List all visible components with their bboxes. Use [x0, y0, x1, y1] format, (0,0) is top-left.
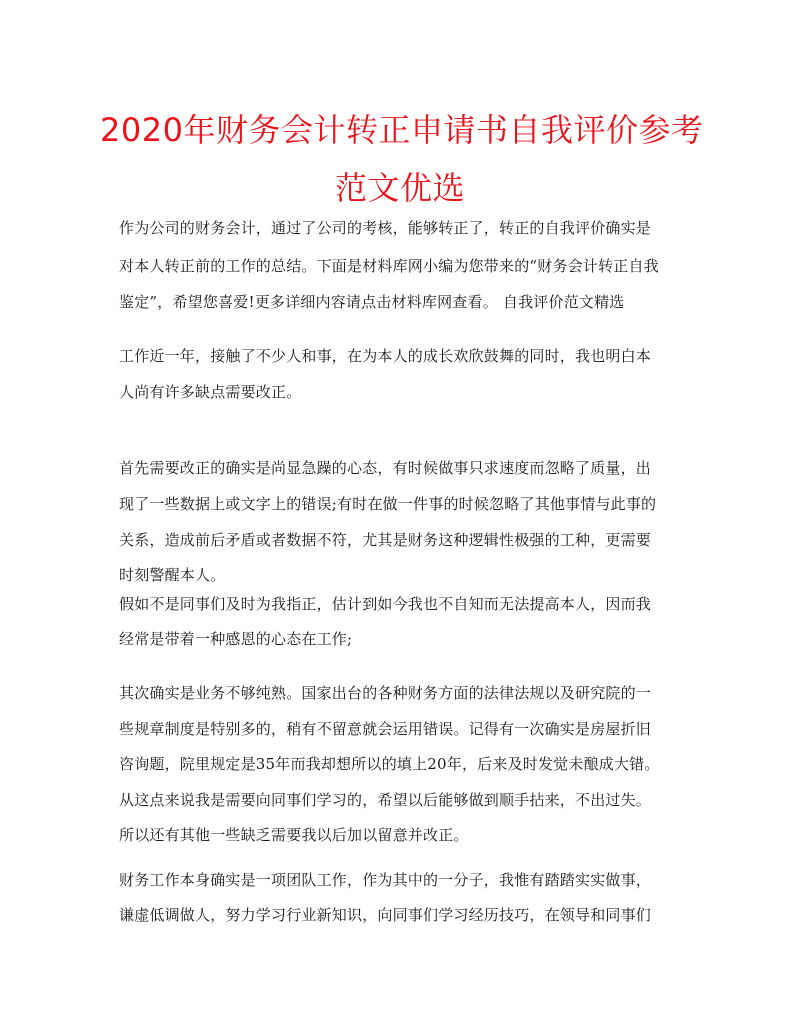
body-text-line: 财务工作本身确实是一项团队工作，作为其中的一分子，我惟有踏踏实实做事， [119, 871, 652, 889]
document-title-line-2: 范文优选 [334, 169, 465, 207]
body-text-line: 首先需要改正的确实是尚显急躁的心态，有时候做事只求速度而忽略了质量，出 [119, 459, 652, 477]
body-text-line: 工作近一年，接触了不少人和事，在为本人的成长欢欣鼓舞的同时，我也明白本 [119, 347, 652, 365]
body-text-line: 时刻警醒本人。 [119, 566, 226, 584]
body-text-line: 经常是带着一种感恩的心态在工作; [119, 630, 353, 648]
body-text-line: 所以还有其他一些缺乏需要我以后加以留意并改正。 [119, 826, 469, 844]
body-text-line: 对本人转正前的工作的总结。下面是材料库网小编为您带来的“财务会计转正自我 [119, 257, 659, 275]
body-text-line: 人尚有许多缺点需要改正。 [119, 383, 302, 401]
body-text-line: 从这点来说我是需要向同事们学习的，希望以后能够做到顺手拈来，不出过失。 [119, 791, 652, 809]
body-text-line: 谦虚低调做人，努力学习行业新知识，向同事们学习经历技巧，在领导和同事们 [119, 906, 652, 924]
body-text-line: 现了一些数据上或文字上的错误;有时在做一件事的时候忽略了其他事情与此事的 [119, 495, 657, 513]
body-text-line: 鉴定”，希望您喜爱!更多详细内容请点击材料库网查看。 自我评价范文精选 [119, 293, 625, 311]
body-text-line: 关系，造成前后矛盾或者数据不符，尤其是财务这种逻辑性极强的工种，更需要 [119, 531, 652, 549]
body-text-line: 些规章制度是特别多的，稍有不留意就会运用错误。记得有一次确实是房屋折旧 [119, 720, 652, 738]
body-text-line: 其次确实是业务不够纯熟。国家出台的各种财务方面的法律法规以及研究院的一 [119, 684, 652, 702]
body-text-line: 作为公司的财务会计，通过了公司的考核，能够转正了，转正的自我评价确实是 [119, 219, 652, 237]
body-text-line: 假如不是同事们及时为我指正，估计到如今我也不自知而无法提高本人，因而我 [119, 595, 652, 613]
body-text-line: 咨询题，院里规定是35年而我却想所以的填上20年，后来及时发觉未酿成大错。 [119, 755, 660, 773]
document-title-line-1: 2020年财务会计转正申请书自我评价参考 [100, 111, 704, 149]
